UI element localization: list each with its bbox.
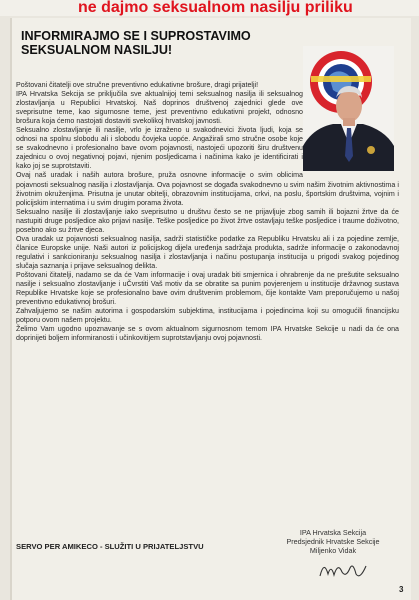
closing-motto: SERVO PER AMIKECO - SLUŽITI U PRIJATELJSTVU [16, 542, 204, 551]
paragraph: Seksualno zlostavljanje ili nasilje, vrlo je izraženo u svakodnevici života ljudi, koja se odnosi na spolnu slobodu ali i slobodu čovjeka uopće. Angažirali smo stručne osobe koje se svakodnevno i profesionalno bave ovom pojavnosti, nastojeći upozoriti širu društvenu zajednicu o ovoj negativnoj pojavi, njenim posljedicama i načinima kako je identificirati i kako joj se suprotstaviti. [16, 126, 303, 171]
handwritten-signature [318, 556, 368, 582]
campaign-banner: ne dajmo seksualnom nasilju priliku [78, 0, 353, 16]
photo-float-spacer [303, 81, 399, 173]
paragraph: Seksualno nasilje ili zlostavljanje iako sveprisutno u društvu često se ne prijavljuje zbog samih ili bojazni žrtve da će nastupiti druge posljedice ako prijavi nasilje. Teške posljedice po život žrtve ostavljaju teške posljedice i traume doživotno, posebno ako su žrtve djeca. [16, 207, 399, 234]
paragraph: Poštovani čitatelji, nadamo se da će Vam informacije i ovaj uradak biti smjernica i ohrabrenje da ne prešutite seksualno nasilje i seksualno zlostavljanje i uČvrstiti Vaš motiv da se obratite sa punim povjerenjem u institucije državnog sustava Republike Hrvatske koje se profesionalno bave ovim društvenim problemom, čije kontakte Vam preporučujemo u našoj preventivno edukativnoj brošuri. [16, 270, 399, 307]
heading-line-1: INFORMIRAJMO SE I SUPROSTAVIMO [21, 29, 251, 43]
signature-block [268, 528, 398, 555]
paragraph: Zahvaljujemo se našim autorima i gospodarskim subjektima, institucijama i pojedincima koji su omogućili financijsku potporu ovom našem projektu. [16, 307, 399, 325]
heading-line-2: SEKSUALNOM NASILJU! [21, 43, 173, 57]
signature-role: Predsjednik Hrvatske Sekcije [286, 537, 380, 546]
signature-name: Miljenko Vidak [309, 546, 357, 555]
paragraph: Ovaj naš uradak i naših autora brošure, pruža osnovne informacije o svim oblicima pojavnosti seksualnog nasilja i zlostavljanja. Ova pojavnost se događa svakodnevno u svim našim životnim aktivnostima i životnim okruženjima. Prisutna je unutar obitelji, obrazovnim institucijama, crkvi, na poslu, športskim društvima, vojnim i policijskim internatima i u svim drugim porama života. [16, 171, 399, 207]
paragraph: Ova uradak uz pojavnosti seksualnog nasilja, sadrži statističke podatke za Republiku Hrvatsku ali i za pojedine zemlje, članice Europske unije. Naši autori iz policijskog dijela uređenja sadržaja produkta, sadrže informacije o zakonodavnoj regulativi i sankcioniranju seksualnog nasilja i zlostavljanja i načinu postupanja institucija u prigodi svakog pojedinog slučaja saznanja i prijave seksualnog delikta. [16, 234, 399, 270]
paragraph-greeting: Poštovani čitatelji ove stručne preventivno edukativne brošure, dragi prijatelji! [16, 81, 259, 89]
paragraph: Želimo Vam ugodno upoznavanje se s ovom aktualnom sigurnosnom temom IPA Hrvatske Sekcije u nadi da će ona doprinijeti boljem informiranosti i učinkovitijem suprotstavljanju ovoj pojavnosti. [16, 325, 399, 343]
letter-body [16, 81, 399, 527]
paragraph: IPA Hrvatska Sekcija se priključila sve aktualnijoj temi seksualnog nasilja ili seksualnog zlostavljanja u Republici Hrvatskoj. Naš doprinos društvenoj zajednici glede ove sveprisutne teme, kao sigurnosne teme, jest preventivno edukativni projekt, odnosno brošura koja ćemo nastojati dostaviti svekolikoj hrvatskoj javnosti. [16, 90, 303, 126]
signature-org: IPA Hrvatska Sekcija [299, 528, 367, 537]
page-heading [21, 29, 281, 57]
page-number: 3 [399, 585, 404, 594]
